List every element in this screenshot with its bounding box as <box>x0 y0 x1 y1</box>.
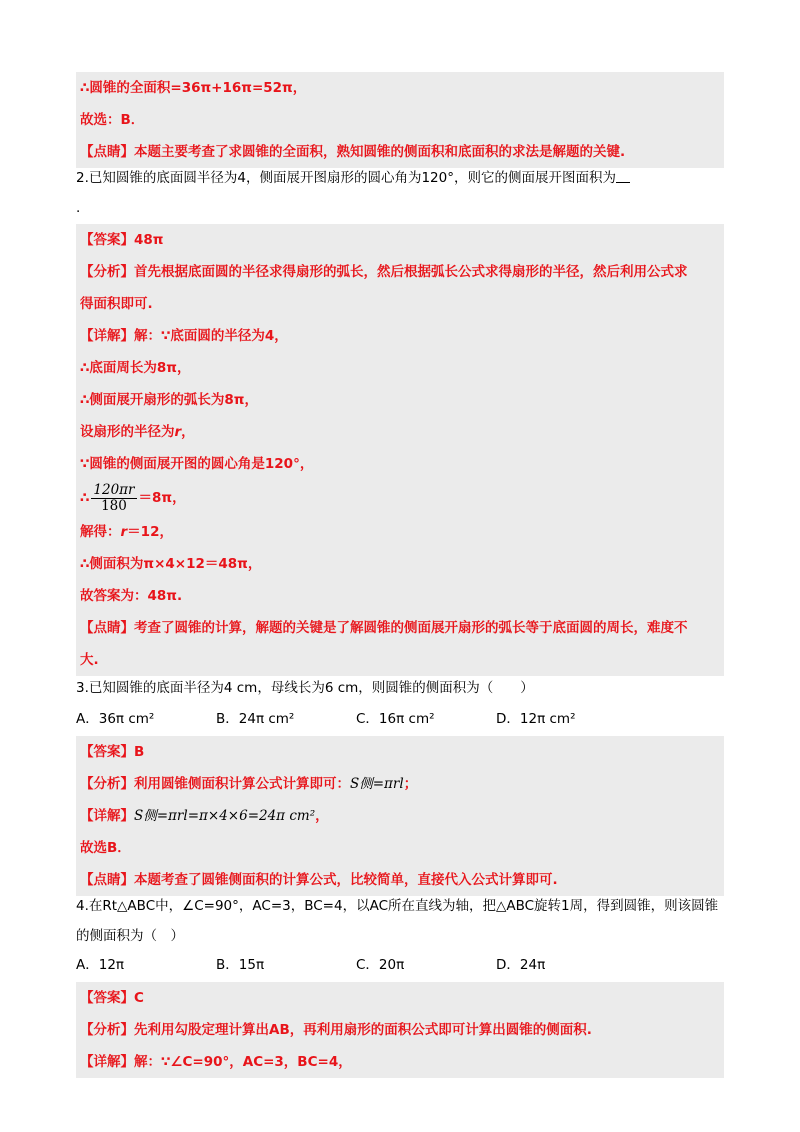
answer-tag: 【答案】 <box>80 744 134 760</box>
q2-detail-text-9: 故答案为：48π. <box>80 588 183 604</box>
q2-detail-text-2: ∴底面周长为8π， <box>80 360 191 376</box>
q2-stem-text: 2.已知圆锥的底面圆半径为4，侧面展开图扇形的圆心角为120°，则它的侧面展开图面积为 <box>76 170 616 186</box>
detail-tag: 【详解】 <box>80 328 134 344</box>
q4-option-c-text: C．20π <box>356 957 405 973</box>
q3-option-d <box>496 704 575 734</box>
q4-detail <box>76 1046 724 1078</box>
q2-radius-var: r <box>174 424 182 440</box>
q3-analysis <box>76 768 724 800</box>
q2-detail-text-1: 解：∵底面圆的半径为4， <box>134 328 288 344</box>
q3-answer-text: B <box>134 744 145 760</box>
q2-comment-1 <box>76 612 724 644</box>
q3-stem-text: 3.已知圆锥的底面半径为4 cm，母线长为6 cm，则圆锥的侧面积为（ ） <box>76 680 534 696</box>
detail-tag: 【详解】 <box>80 808 134 824</box>
arc-length-fraction <box>91 483 136 514</box>
q2-comment-text-2: 大. <box>80 652 99 668</box>
q4-option-c <box>356 950 404 980</box>
answer-blank <box>616 168 630 183</box>
q4-answer <box>76 982 724 1014</box>
q2-detail-5 <box>76 448 724 480</box>
q3-stem <box>76 672 724 704</box>
q3-option-a-text: A．36π cm² <box>76 711 155 727</box>
q4-option-a <box>76 950 124 980</box>
comment-tag: 【点睛】 <box>80 620 134 636</box>
q1-choice <box>76 104 724 136</box>
q2-stem <box>76 162 724 194</box>
therefore-symbol: ∴ <box>80 490 90 506</box>
q2-detail-4 <box>76 416 724 448</box>
fraction-denominator: 180 <box>101 497 127 514</box>
q3-detail <box>76 800 724 832</box>
q3-option-c-text: C．16π cm² <box>356 711 435 727</box>
q3-option-a <box>76 704 154 734</box>
q4-analysis <box>76 1014 724 1046</box>
q2-detail-text-6-end: ＝8π， <box>138 490 186 506</box>
q2-analysis-2 <box>76 288 724 320</box>
q1-comment-text: 本题主要考查了求圆锥的全面积，熟知圆锥的侧面积和底面积的求法是解题的关键. <box>134 144 626 160</box>
q1-total-area-text: ∴圆锥的全面积=36π+16π=52π， <box>80 80 307 96</box>
comment-tag: 【点睛】 <box>80 872 134 888</box>
answer-tag: 【答案】 <box>80 232 134 248</box>
q4-option-d <box>496 950 545 980</box>
q1-choice-text: 故选：B． <box>80 112 145 128</box>
analysis-tag: 【分析】 <box>80 776 134 792</box>
q3-answer <box>76 736 724 768</box>
q2-detail-8 <box>76 548 724 580</box>
q2-detail-text-8: ∴侧面积为π×4×12＝48π， <box>80 556 262 572</box>
lateral-area-formula: S侧=πrl <box>350 776 404 792</box>
q2-detail-text-4: 设扇形的半径为 <box>80 424 175 440</box>
q2-detail-1 <box>76 320 724 352</box>
q4-option-b-text: B．15π <box>216 957 265 973</box>
q2-answer <box>76 224 724 256</box>
q3-detail-end: ， <box>315 808 329 824</box>
q2-answer-text: 48π <box>134 232 164 248</box>
analysis-tag: 【分析】 <box>80 264 134 280</box>
q3-analysis-text: 利用圆锥侧面积计算公式计算即可： <box>134 776 350 792</box>
q4-stem-1 <box>76 890 724 922</box>
q2-detail-text-7: 解得： <box>80 524 121 540</box>
q4-analysis-text: 先利用勾股定理计算出AB，再利用扇形的面积公式即可计算出圆锥的侧面积. <box>134 1022 592 1038</box>
fraction-numerator: 120πr <box>93 481 135 498</box>
q3-option-b-text: B．24π cm² <box>216 711 295 727</box>
q2-detail-text-4-end: ， <box>181 424 195 440</box>
q3-choice <box>76 832 724 864</box>
q4-option-a-text: A．12π <box>76 957 125 973</box>
q1-total-area <box>76 72 724 104</box>
q2-detail-text-3: ∴侧面展开扇形的弧长为8π， <box>80 392 258 408</box>
q4-answer-text: C <box>134 990 144 1006</box>
detail-tag: 【详解】 <box>80 1054 134 1070</box>
q3-analysis-end: ； <box>403 776 418 792</box>
q3-choice-text: 故选B． <box>80 840 131 856</box>
q2-analysis-text-1: 首先根据底面圆的半径求得扇形的弧长，然后根据弧长公式求得扇形的半径，然后利用公式求 <box>134 264 688 280</box>
q4-stem-text-2: 的侧面积为（ ） <box>76 928 184 944</box>
q3-option-b <box>216 704 294 734</box>
q3-comment-text: 本题考查了圆锥侧面积的计算公式，比较简单，直接代入公式计算即可. <box>134 872 558 888</box>
q4-stem-2 <box>76 920 724 952</box>
q4-stem-text-1: 4.在Rt△ABC中，∠C=90°，AC=3，BC=4，以AC所在直线为轴，把△ABC旋转1周，得到圆锥，则该圆锥 <box>76 898 719 914</box>
lateral-area-calculation: S侧=πrl=π×4×6=24π cm² <box>134 808 316 824</box>
q2-comment-text-1: 考查了圆锥的计算，解题的关键是了解圆锥的侧面展开扇形的弧长等于底面圆的周长，难度不 <box>134 620 688 636</box>
q2-radius-var-2: r <box>120 524 128 540</box>
q2-detail-2 <box>76 352 724 384</box>
q2-analysis-text-2: 得面积即可. <box>80 296 153 312</box>
answer-tag: 【答案】 <box>80 990 134 1006</box>
q4-detail-text: 解：∵∠C=90°，AC=3，BC=4， <box>134 1054 352 1070</box>
q2-detail-6 <box>76 480 724 516</box>
comment-tag: 【点睛】 <box>80 144 134 160</box>
q3-option-d-text: D．12π cm² <box>496 711 576 727</box>
q3-option-c <box>356 704 435 734</box>
q4-option-b <box>216 950 264 980</box>
q2-stem-end-text: . <box>76 200 81 216</box>
analysis-tag: 【分析】 <box>80 1022 134 1038</box>
q2-detail-text-5: ∵圆锥的侧面展开图的圆心角是120°， <box>80 456 314 472</box>
q2-detail-9 <box>76 580 724 612</box>
q2-stem-end <box>76 192 724 224</box>
q2-analysis-1 <box>76 256 724 288</box>
q2-detail-text-7-end: ＝12， <box>127 524 173 540</box>
q4-option-d-text: D．24π <box>496 957 546 973</box>
q2-detail-3 <box>76 384 724 416</box>
q2-detail-7 <box>76 516 724 548</box>
